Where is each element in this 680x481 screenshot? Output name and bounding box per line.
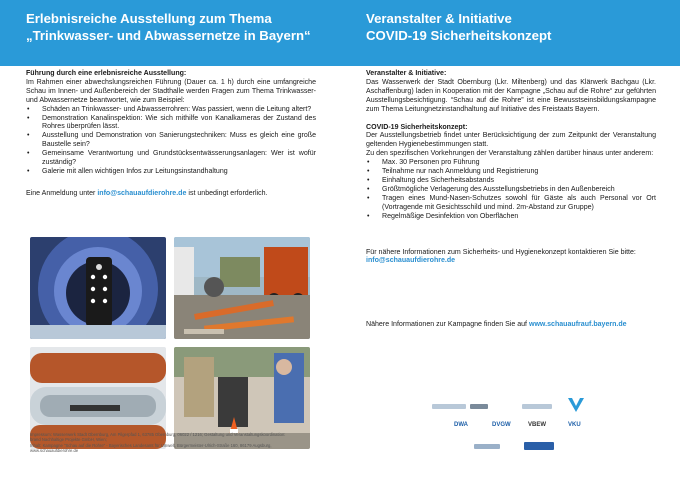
list-item: • Teilnahme nur nach Anmeldung und Registrierung xyxy=(366,168,656,177)
org-heading: Veranstalter & Initiative: xyxy=(366,70,447,77)
header-banner xyxy=(0,0,680,66)
list-item: • Tragen eines Mund-Nasen-Schutzes sowohl für Gäste als auch Personal vor Ort (Vortragende mit Gesichtsschild und mind. 2m-Abstand zur Gruppe) xyxy=(366,195,656,213)
right-header-title xyxy=(366,11,551,44)
campaign-logo-icon xyxy=(568,398,584,412)
tour-heading: Führung durch eine erlebnisreiche Ausstellung: xyxy=(26,70,187,77)
left-header-line1: Erlebnisreiche Ausstellung zum Thema xyxy=(26,11,272,26)
logo-vku: VKU xyxy=(568,422,581,428)
campaign-note xyxy=(366,321,656,330)
list-item: • Schäden an Trinkwasser- und Abwasserrohren: Was passiert, wenn die Leitung altert? xyxy=(26,106,316,115)
left-header-title xyxy=(26,11,311,44)
list-item: • Galerie mit allen wichtigen Infos zur Leitungsinstandhaltung xyxy=(26,168,316,177)
list-item: • Max. 30 Personen pro Führung xyxy=(366,159,656,168)
lfu-logo xyxy=(522,404,552,409)
right-header-line2: COVID-19 Sicherheitskonzept xyxy=(366,27,552,43)
list-item: • Ausstellung und Demonstration von Sanierungstechniken: Muss es gleich eine große Baustelle sein? xyxy=(26,132,316,150)
list-item: • Gemeinsame Verantwortung und Grundstücksentwässerungsanlagen: Wer ist wofür zuständig? xyxy=(26,150,316,168)
more-info-text: Für nähere Informationen zum Sicherheits- und Hygienekonzept kontaktieren Sie bitte: xyxy=(366,248,636,256)
imprint-line: Inhalt: Kampagne "Schau auf die Rohre" - Bayerisches Landesamt für Umwelt, Bürgermeister-Ulrich-Straße 160, 86179 Augsburg, xyxy=(30,442,272,448)
list-item: • Einhaltung des Sicherheitsabstands xyxy=(366,177,656,186)
registration-before: Eine Anmeldung unter xyxy=(26,189,98,197)
list-item: • Regelmäßige Desinfektion von Oberflächen xyxy=(366,213,656,222)
covid-bullet-list xyxy=(366,159,656,221)
imprint-line: brand Nachhaltige Projekte GmbH, Wien; xyxy=(30,437,107,443)
imprint-line: www.schauaufdierohre.de xyxy=(30,447,79,453)
left-header-line2: „Trinkwasser- und Abwassernetze in Bayern“ xyxy=(26,27,311,43)
right-column xyxy=(366,70,656,330)
covid-text-1: Der Ausstellungsbetrieb findet unter Berücksichtigung der zum Zeitpunkt der Veranstaltung geltenden Hygienebestimmungen statt. xyxy=(366,132,656,149)
registration-note xyxy=(26,190,316,199)
right-header-line1: Veranstalter & Initiative xyxy=(366,11,512,26)
photo-pipe-camera xyxy=(30,237,166,339)
logo-dvgw: DVGW xyxy=(492,422,511,428)
photo-exhibition-outdoor xyxy=(174,237,310,339)
left-column xyxy=(26,70,316,199)
more-info-email-link[interactable]: info@schauaufdierohre.de xyxy=(366,257,456,265)
tour-bullet-list xyxy=(26,106,316,177)
registration-email-link[interactable]: info@schauaufdierohre.de xyxy=(97,189,187,197)
logo-dwa: DWA xyxy=(454,422,468,428)
association-logo xyxy=(474,444,500,449)
list-item: • Demonstration Kanalinspektion: Wie sich mithilfe von Kanalkameras der Zustand des Rohres überprüfen lässt. xyxy=(26,115,316,133)
imprint xyxy=(30,432,322,453)
list-item: • Größtmögliche Verlagerung des Ausstellungsbetriebs in den Außenbereich xyxy=(366,186,656,195)
partner-logos xyxy=(430,396,610,456)
covid-text-2: Zu den spezifischen Vorkehrungen der Veranstaltung zählen darüber hinaus unter anderem: xyxy=(366,150,654,158)
campaign-before: Nähere Informationen zur Kampagne finden Sie auf xyxy=(366,321,529,329)
org-text: Das Wasserwerk der Stadt Obernburg (Lkr. Miltenberg) und das Klärwerk Bachgau (Lkr. Aschaffenburg) laden in Kooperation mit der Kampagne „Schau auf die Rohre“ zur geführten Ausstellungsbesichtigung. “Schau auf die Rohre” ist eine Bewusstseinsbildungskampagne zum Thema Leitungnetzinstandhaltung auf Initiative des Freistaats Bayern. xyxy=(366,78,656,113)
bavaria-crest-logo xyxy=(470,404,488,409)
covid-heading: COVID-19 Sicherheitskonzept: xyxy=(366,123,468,131)
campaign-website-link[interactable]: www.schauaufrauf.bayern.de xyxy=(528,321,627,329)
logo-vbew: VBEW xyxy=(528,422,546,428)
partner-logo xyxy=(524,442,554,450)
registration-after: ist unbedingt erforderlich. xyxy=(186,189,268,197)
bavaria-ministry-logo xyxy=(432,404,466,409)
imprint-line: Impressum: Wasserwerk Stadt Obernburg, Am Pilgerpfad 1, 63785 Obernburg, 06022 / 1216; Gestaltung und Veranstaltungskoordination: xyxy=(30,432,286,437)
tour-intro: Im Rahmen einer abwechslungsreichen Führung (Dauer ca. 1 h) durch eine umfangreiche Schau im Innen- und Außenbereich der Stadthalle werden Fragen zum Thema Trinkwasser- und Abwassernetze beantwortet, wie zum Beispiel: xyxy=(26,78,316,104)
